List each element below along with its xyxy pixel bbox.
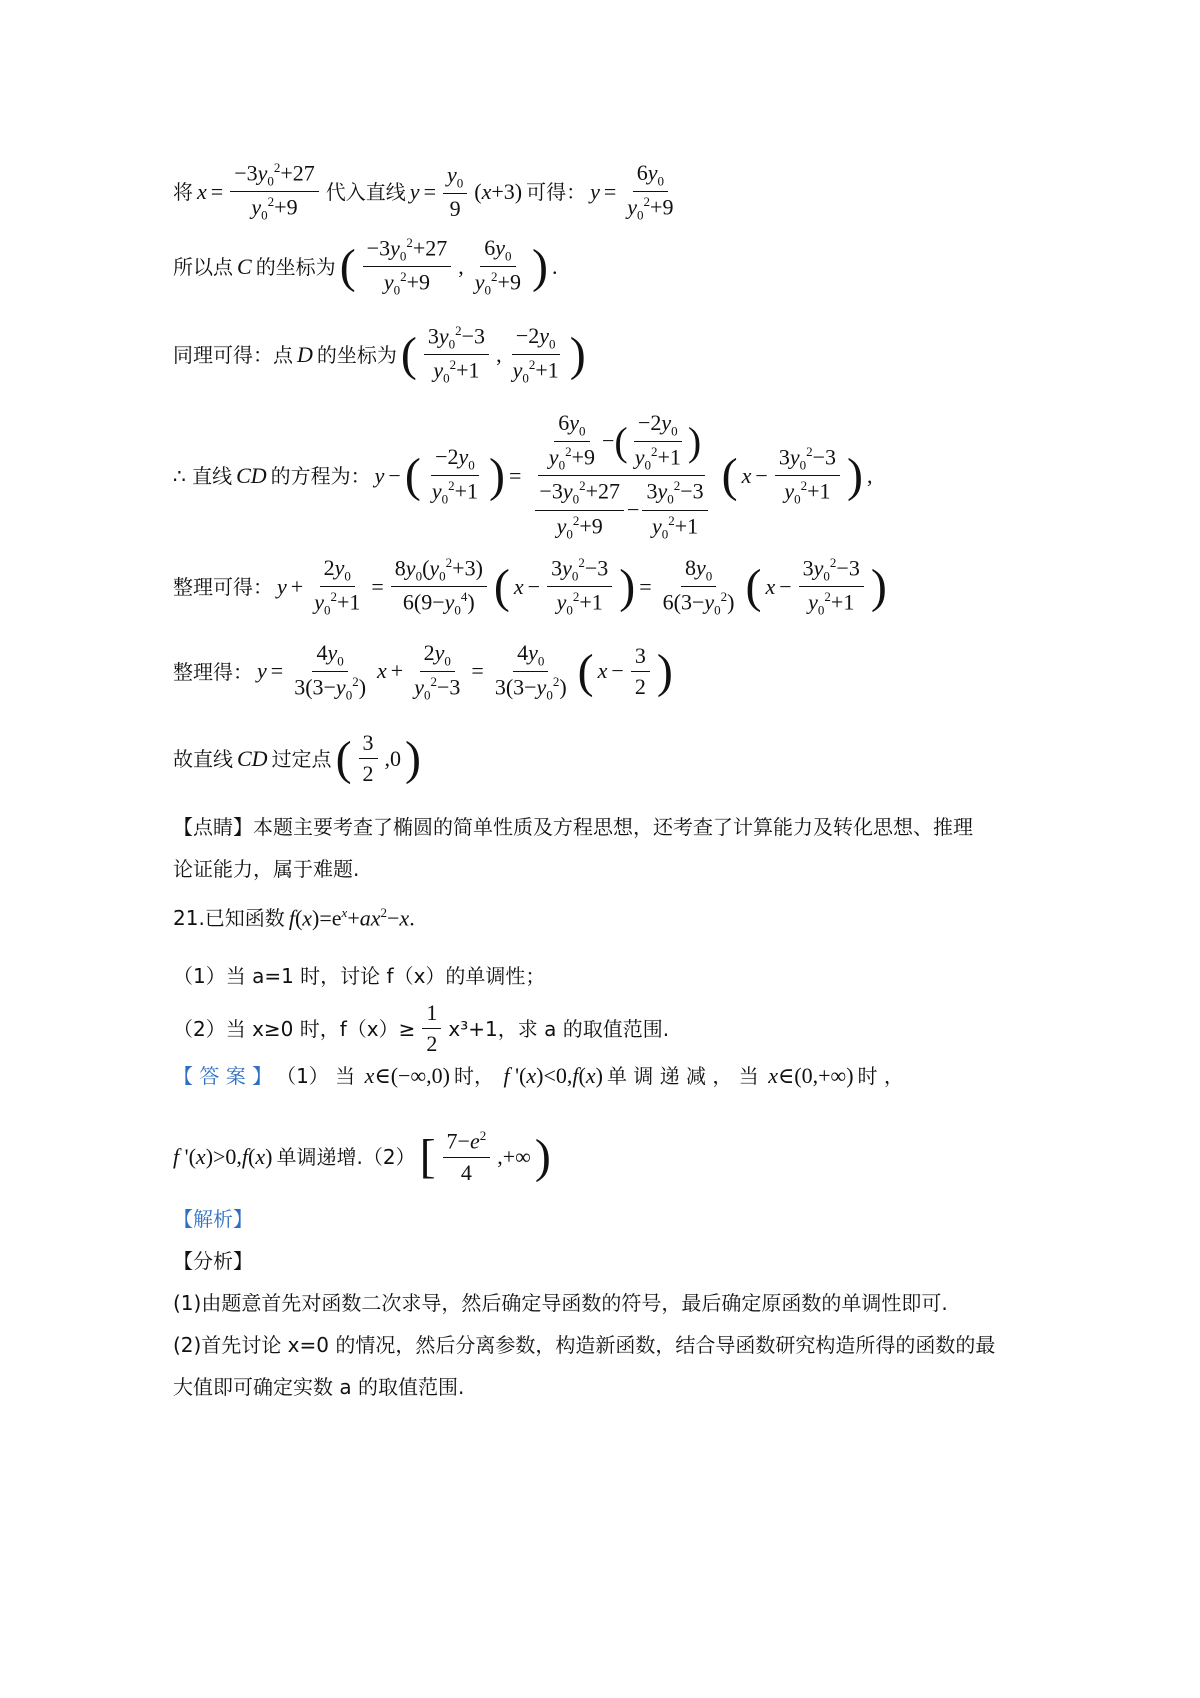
answer-then: 时， bbox=[453, 1064, 494, 1089]
text-equation-is: 的方程为： bbox=[270, 463, 371, 488]
line-cd-equation: ∴ 直线 CD 的方程为： y − ( $\frac{-2y_0}{y_0^2+1}$ ) = $\frac{6y_0}{y_0^2+9}$ − ( $\frac{-2y_0}{y_0^2+1}$ ) $\frac{-3y_0^2+27}{y_0^2+9}$ − $\frac{3y_0^2-3}{y_0^2+1}$ ( x − $\frac{3y_0^2-3}{y_0^2+1}$ ) , bbox=[173, 410, 873, 542]
text-simplify: 整理可得： bbox=[173, 574, 273, 599]
analysis-block bbox=[173, 1198, 1033, 1408]
answer-increasing: 单调递增.（2） bbox=[276, 1145, 416, 1170]
point-d-line: 同理可得：点 D 的坐标为 ( $\frac{3y_0^2-3}{y_0^2+1}$ , $\frac{-2y_0}{y_0^2+1}$ ) bbox=[173, 323, 586, 387]
problem-21-statement: 21.已知函数 $f(x)=e^x+ax^2-x$. bbox=[173, 905, 415, 931]
answer-when: （1） 当 bbox=[276, 1064, 356, 1089]
text-substitute: 代入直线 bbox=[325, 179, 406, 204]
part-2-text-a: （2）当 x≥0 时，f（x）≥ bbox=[173, 1016, 416, 1041]
analysis-step-2b: 大值即可确定实数 a 的取值范围. bbox=[173, 1375, 465, 1399]
comment-block bbox=[173, 806, 1033, 890]
analysis-step-1: (1)由题意首先对函数二次求导，然后确定导函数的符号，最后确定原函数的单调性即可. bbox=[173, 1291, 948, 1315]
point-d-label: D bbox=[297, 341, 313, 367]
answer-decreasing: 单 调 递 减 ， 当 bbox=[606, 1064, 759, 1089]
problem-21-number: 21.已知函数 bbox=[173, 906, 285, 931]
text-coord-d: 的坐标为 bbox=[316, 342, 397, 367]
analysis-step-2a: (2)首先讨论 x=0 的情况，然后分离参数，构造新函数，结合导函数研究构造所得的函数的最 bbox=[173, 1333, 996, 1357]
comment-text-2: 论证能力，属于难题. bbox=[173, 857, 360, 881]
problem-21-part-2: （2）当 x≥0 时，f（x）≥ $\frac{1}{2}$ x³+1，求 a 的取值范围. bbox=[173, 1000, 670, 1057]
text-get: 可得： bbox=[526, 179, 587, 204]
line-cd-label: CD bbox=[236, 462, 267, 488]
point-c-line: 所以点 C 的坐标为 ( $\frac{-3y_0^2+27}{y_0^2+9}$ , $\frac{6y_0}{y_0^2+9}$ ) . bbox=[173, 235, 558, 299]
answer-line-2: f '(x)>0,f(x) 单调递增.（2） [ $\frac{7-e^2}{4}$ ,+∞ ) bbox=[173, 1128, 551, 1185]
text-so-line: 故直线 bbox=[173, 746, 233, 771]
simplify-line-2: 整理得： y = $\frac{4y_0}{3(3-y_0^2)}$ x + $\frac{2y_0}{y_0^2-3}$ = $\frac{4y_0}{3(3-y_0^2)}$ ( x − $\frac{3}{2}$ ) bbox=[173, 640, 673, 703]
text-so-point: 所以点 bbox=[173, 254, 233, 279]
comment-text-1: 本题主要考查了椭圆的简单性质及方程思想，还考查了计算能力及转化思想、推理 bbox=[253, 815, 973, 839]
text-similarly: 同理可得：点 bbox=[173, 342, 293, 367]
analysis-sub-tag: 【分析】 bbox=[173, 1249, 253, 1273]
problem-21-part-1: （1）当 a=1 时，讨论 f（x）的单调性； bbox=[173, 964, 546, 988]
text-jiang: 将 bbox=[173, 179, 193, 204]
fixed-point-line: 故直线 CD 过定点 ( $\frac{3}{2}$ ,0 ) bbox=[173, 730, 422, 787]
analysis-tag: 【解析】 bbox=[173, 1207, 253, 1231]
answer-line-1: 【 答 案 】 （1） 当 x∈(−∞,0) 时， f '(x)<0,f(x) 单 调 递 减 ， 当 x∈(0,+∞) 时 ， bbox=[173, 1063, 904, 1089]
simplify-line-1: 整理可得： y + $\frac{2y_0}{y_0^2+1}$ = $\frac{8y_0(y_0^2+3)}{6(9-y_0^4)}$ ( x − $\frac{3y_0^2-3}{y_0^2+1}$ ) = $\frac{8y_0}{6(3-y_0^2)}$ ( x − $\frac{3y_0^2-3}{y_0^2+1}$ ) bbox=[173, 555, 887, 619]
substitution-line: 将 x = $\frac{-3y_0^2+27}{y_0^2+9}$ 代入直线 y = $\frac{y_0}{9}$ (x+3) 可得： y = $\frac{6y_0}{y_0^2+9}$ bbox=[173, 160, 674, 224]
part-2-text-b: x³+1，求 a 的取值范围. bbox=[448, 1016, 670, 1041]
line-cd-label-2: CD bbox=[237, 745, 268, 771]
text-therefore: ∴ 直线 bbox=[173, 463, 233, 488]
text-passes-fixed-point: 过定点 bbox=[271, 746, 332, 771]
text-simplify-2: 整理得： bbox=[173, 659, 253, 684]
point-c-label: C bbox=[237, 253, 252, 279]
answer-then-2: 时 ， bbox=[857, 1064, 904, 1089]
answer-tag: 【 答 案 】 bbox=[173, 1064, 273, 1089]
comment-tag: 【点睛】 bbox=[173, 815, 253, 839]
text-coord: 的坐标为 bbox=[255, 254, 336, 279]
